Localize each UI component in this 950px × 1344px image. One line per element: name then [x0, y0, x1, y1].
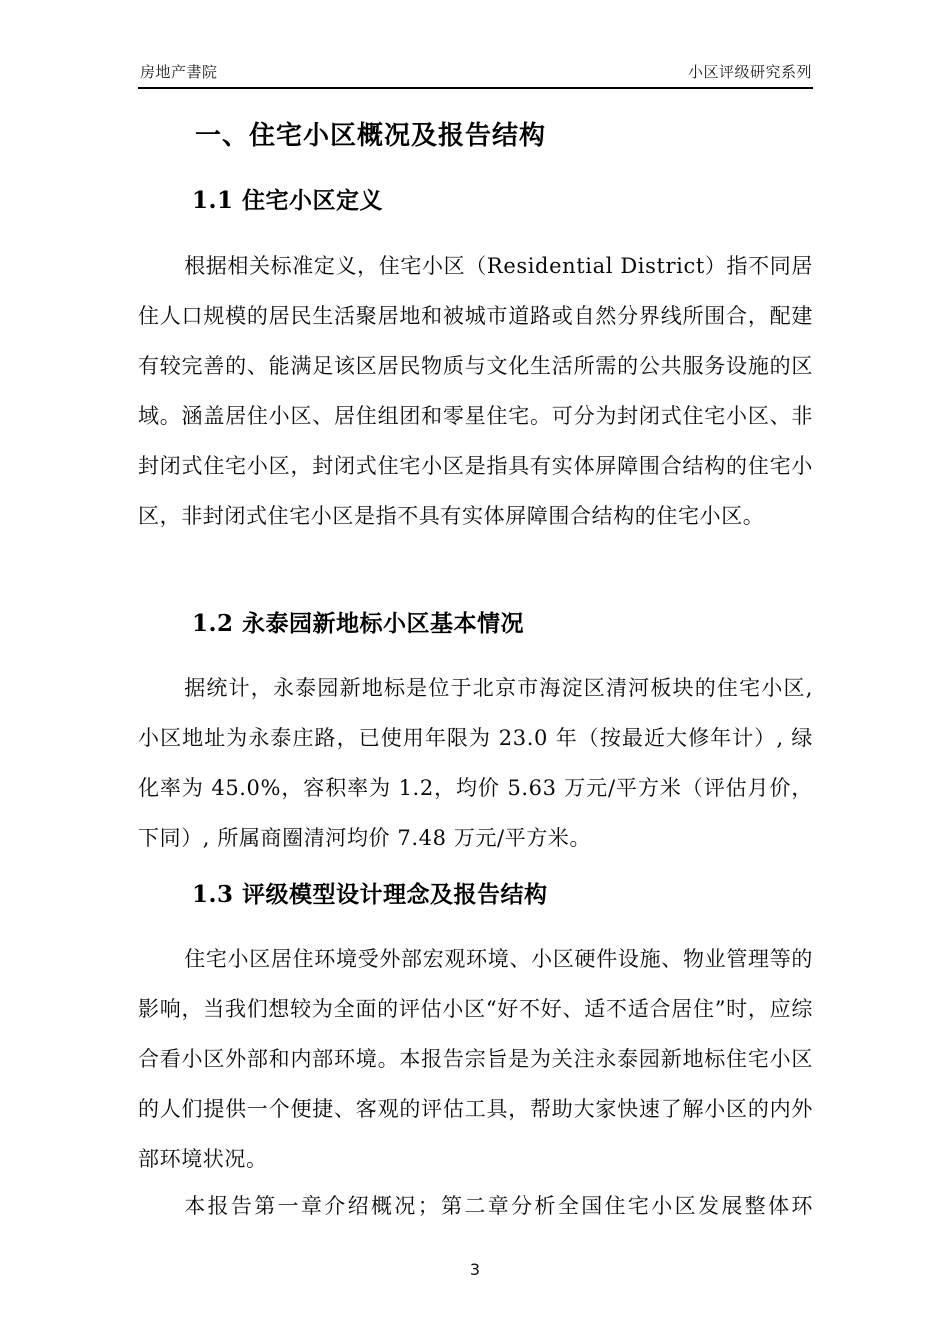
page-header — [140, 61, 812, 82]
page-footer — [0, 1260, 950, 1279]
section-1-1-paragraph: 根据相关标准定义，住宅小区（Residential District）指不同居住人口规模的居民生活聚居地和被城市道路或自然分界线所围合，配建有较完善的、能满足该区居民物质与文化生活所需的公共服务设施的区域。涵盖居住小区、居住组团和零星住宅。可分为封闭式住宅小区、非封闭式住宅小区，封闭式住宅小区是指具有实体屏障围合结构的住宅小区，非封闭式住宅小区是指不具有实体屏障围合结构的住宅小区。 — [138, 254, 813, 528]
page-number: 3 — [469, 1260, 481, 1279]
section-heading-1-2: 1.2 永泰园新地标小区基本情况 — [192, 610, 525, 637]
header-left-text: 房地产書院 — [140, 63, 218, 81]
header-divider — [138, 87, 813, 89]
section-heading-1-1: 1.1 住宅小区定义 — [192, 187, 384, 214]
section-heading-1-3: 1.3 评级模型设计理念及报告结构 — [192, 881, 548, 908]
chapter-title: 一、住宅小区概况及报告结构 — [195, 121, 547, 151]
section-1-2-paragraph: 据统计，永泰园新地标是位于北京市海淀区清河板块的住宅小区, 小区地址为永泰庄路，已使用年限为 23.0 年（按最近大修年计）, 绿化率为 45.0%，容积率为 1.2，均价 5.63 万元/平方米（评估月价，下同）, 所属商圈清河均价 7.48 万元/平方米。 — [138, 676, 813, 850]
section-1-3-paragraph-1: 住宅小区居住环境受外部宏观环境、小区硬件设施、物业管理等的影响，当我们想较为全面的评估小区“好不好、适不适合居住”时，应综合看小区外部和内部环境。本报告宗旨是为关注永泰园新地标住宅小区的人们提供一个便捷、客观的评估工具，帮助大家快速了解小区的内外部环境状况。 — [138, 947, 813, 1171]
section-1-3-paragraph-2: 本报告第一章介绍概况；第二章分析全国住宅小区发展整体环 — [184, 1194, 813, 1218]
header-right-text: 小区评级研究系列 — [687, 63, 812, 81]
